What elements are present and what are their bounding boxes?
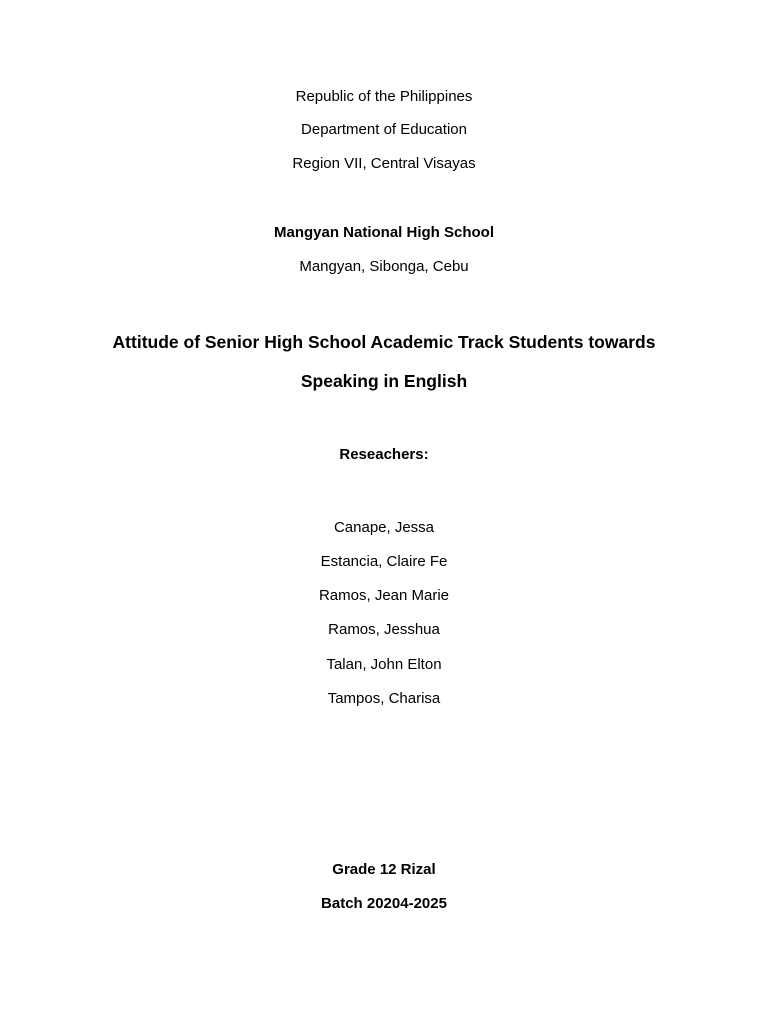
research-title-line-2: Speaking in English: [300, 371, 468, 391]
researcher-name: Ramos, Jesshua: [328, 621, 440, 638]
batch-years: Batch 20204-2025: [321, 895, 447, 912]
region-line: Region VII, Central Visayas: [292, 155, 476, 172]
school-address: Mangyan, Sibonga, Cebu: [299, 258, 469, 275]
researcher-name: Canape, Jessa: [333, 519, 435, 536]
researcher-name: Ramos, Jean Marie: [318, 587, 450, 604]
republic-line: Republic of the Philippines: [295, 88, 473, 105]
researcher-name: Estancia, Claire Fe: [320, 553, 448, 570]
department-line: Department of Education: [301, 121, 467, 138]
researchers-heading: Reseachers:: [339, 446, 429, 463]
research-title-line-1: Attitude of Senior High School Academic Track Students towards: [112, 332, 656, 352]
school-name: Mangyan National High School: [273, 224, 494, 241]
researcher-name: Talan, John Elton: [326, 656, 442, 673]
researcher-name: Tampos, Charisa: [327, 690, 441, 707]
grade-section: Grade 12 Rizal: [332, 861, 436, 878]
